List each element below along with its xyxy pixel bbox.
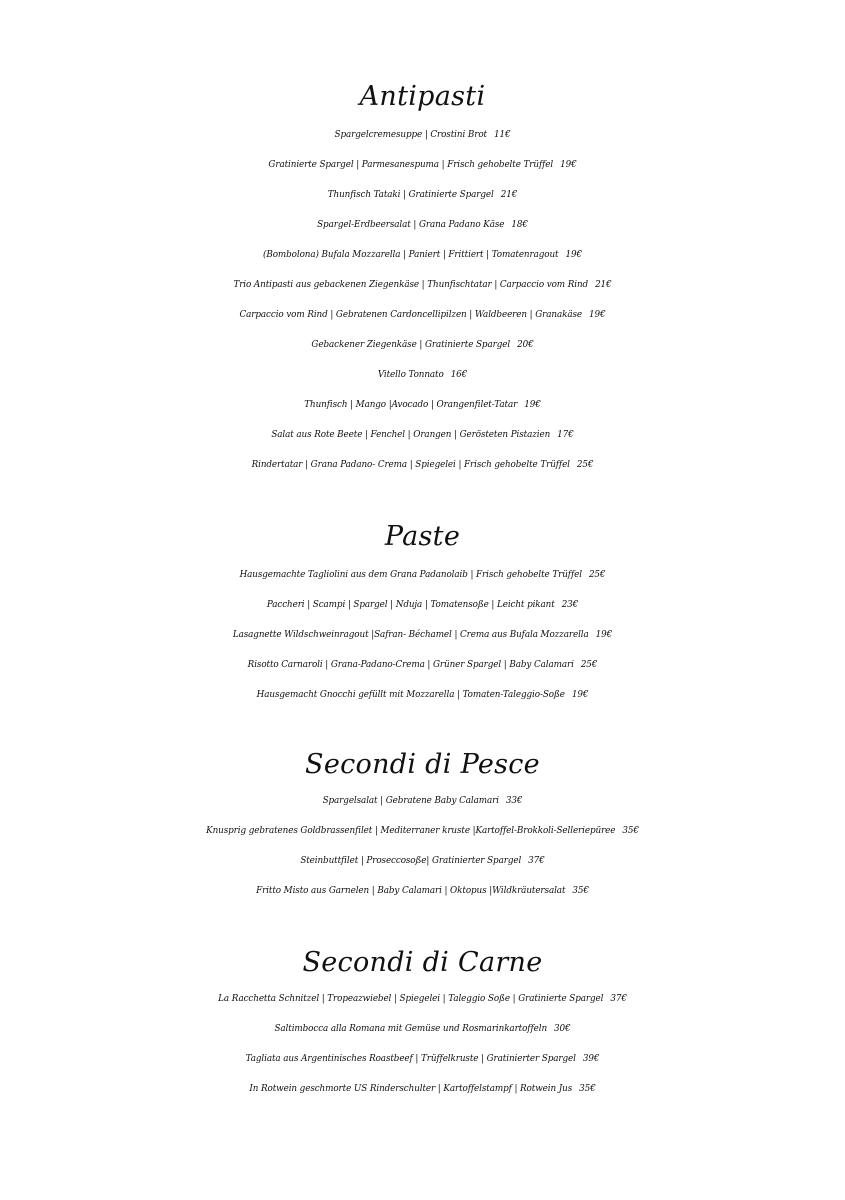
item-name: Vitello Tonnato bbox=[377, 370, 444, 380]
item-price: 37€ bbox=[528, 856, 545, 866]
item-price: 19€ bbox=[560, 160, 577, 170]
item-price: 21€ bbox=[595, 280, 612, 290]
menu-item bbox=[0, 270, 845, 300]
menu-item bbox=[0, 620, 845, 650]
item-name: Steinbuttfilet | Proseccosoße| Gratinierter Spargel bbox=[300, 856, 522, 866]
item-name: La Racchetta Schnitzel | Tropeazwiebel | Spiegelei | Taleggio Soße | Gratinierte Spargel bbox=[218, 994, 604, 1004]
menu-item bbox=[0, 786, 845, 816]
menu-item bbox=[0, 150, 845, 180]
item-price: 23€ bbox=[561, 600, 579, 610]
menu-item bbox=[0, 846, 845, 876]
item-price: 18€ bbox=[511, 220, 528, 230]
item-price: 39€ bbox=[582, 1054, 600, 1064]
menu-item bbox=[0, 360, 845, 390]
item-list bbox=[0, 560, 845, 710]
item-name: Fritto Misto aus Garnelen | Baby Calamari | Oktopus |Wildkräutersalat bbox=[256, 886, 566, 896]
item-price: 19€ bbox=[571, 690, 589, 700]
item-price: 37€ bbox=[610, 994, 627, 1004]
item-price: 19€ bbox=[595, 630, 613, 640]
item-list bbox=[0, 984, 845, 1104]
item-list bbox=[0, 120, 845, 480]
item-name: In Rotwein geschmorte US Rinderschulter | Kartoffelstampf | Rotwein Jus bbox=[249, 1084, 573, 1094]
item-name: Saltimbocca alla Romana mit Gemüse und Rosmarinkartoffeln bbox=[274, 1024, 548, 1034]
item-name: Hausgemachte Tagliolini aus dem Grana Padanolaib | Frisch gehobelte Trüffel bbox=[239, 570, 582, 580]
section-title: Paste bbox=[384, 521, 461, 552]
menu-item bbox=[0, 984, 845, 1014]
menu-item bbox=[0, 450, 845, 480]
item-name: Lasagnette Wildschweinragout |Safran- Béchamel | Crema aus Bufala Mozzarella bbox=[232, 630, 589, 640]
menu-item bbox=[0, 120, 845, 150]
section-title: Secondi di Pesce bbox=[305, 749, 540, 780]
menu-item bbox=[0, 1074, 845, 1104]
item-name: Gratinierte Spargel | Parmesanespuma | Frisch gehobelte Trüffel bbox=[268, 160, 554, 170]
item-price: 19€ bbox=[589, 310, 606, 320]
item-price: 19€ bbox=[565, 250, 582, 260]
item-price: 35€ bbox=[572, 886, 589, 896]
item-price: 35€ bbox=[622, 826, 639, 836]
item-name: Trio Antipasti aus gebackenen Ziegenkäse | Thunfischtatar | Carpaccio vom Rind bbox=[233, 280, 589, 290]
item-name: Paccheri | Scampi | Spargel | Nduja | Tomatensoße | Leicht pikant bbox=[266, 600, 555, 610]
item-price: 11€ bbox=[493, 130, 511, 140]
section-title: Secondi di Carne bbox=[302, 947, 543, 978]
item-name: Spargel-Erdbeersalat | Grana Padano Käse bbox=[317, 220, 505, 230]
section-secondi-di-carne bbox=[0, 946, 845, 1104]
menu-item bbox=[0, 1014, 845, 1044]
menu-item bbox=[0, 816, 845, 846]
section-antipasti bbox=[0, 80, 845, 480]
menu-item bbox=[0, 560, 845, 590]
item-name: Carpaccio vom Rind | Gebratenen Cardoncellipilzen | Waldbeeren | Granakäse bbox=[239, 310, 582, 320]
item-name: Rindertatar | Grana Padano- Crema | Spiegelei | Frisch gehobelte Trüffel bbox=[251, 460, 570, 470]
menu-item bbox=[0, 330, 845, 360]
menu-item bbox=[0, 180, 845, 210]
item-price: 17€ bbox=[557, 430, 574, 440]
item-name: Tagliata aus Argentinisches Roastbeef | Trüffelkruste | Gratinierter Spargel bbox=[245, 1054, 576, 1064]
item-price: 25€ bbox=[588, 570, 606, 580]
item-price: 16€ bbox=[450, 370, 468, 380]
item-price: 25€ bbox=[576, 460, 594, 470]
item-name: Hausgemacht Gnocchi gefüllt mit Mozzarella | Tomaten-Taleggio-Soße bbox=[256, 690, 565, 700]
item-name: Salat aus Rote Beete | Fenchel | Orangen | Gerösteten Pistazien bbox=[271, 430, 551, 440]
item-list bbox=[0, 786, 845, 906]
menu-item bbox=[0, 590, 845, 620]
menu-item bbox=[0, 300, 845, 330]
menu-item bbox=[0, 876, 845, 906]
menu-item bbox=[0, 1044, 845, 1074]
item-price: 21€ bbox=[500, 190, 518, 200]
item-name: (Bombolona) Bufala Mozzarella | Paniert | Frittiert | Tomatenragout bbox=[263, 250, 559, 260]
item-name: Thunfisch | Mango |Avocado | Orangenfilet-Tatar bbox=[304, 400, 518, 410]
section-title: Antipasti bbox=[359, 81, 486, 112]
section-paste bbox=[0, 520, 845, 710]
item-name: Knusprig gebratenes Goldbrassenfilet | Mediterraner kruste |Kartoffel-Brokkoli-Selleriepüree bbox=[206, 826, 616, 836]
section-secondi-di-pesce bbox=[0, 748, 845, 906]
item-price: 20€ bbox=[517, 340, 534, 350]
item-name: Spargelcremesuppe | Crostini Brot bbox=[334, 130, 487, 140]
menu-item bbox=[0, 390, 845, 420]
item-price: 30€ bbox=[554, 1024, 571, 1034]
item-name: Gebackener Ziegenkäse | Gratinierte Spargel bbox=[311, 340, 511, 350]
item-name: Spargelsalat | Gebratene Baby Calamari bbox=[322, 796, 499, 806]
menu-item bbox=[0, 420, 845, 450]
item-name: Risotto Carnaroli | Grana-Padano-Crema | Grüner Spargel | Baby Calamari bbox=[247, 660, 574, 670]
item-price: 35€ bbox=[579, 1084, 596, 1094]
item-price: 19€ bbox=[524, 400, 541, 410]
item-name: Thunfisch Tataki | Gratinierte Spargel bbox=[327, 190, 494, 200]
menu-item bbox=[0, 210, 845, 240]
menu-item bbox=[0, 650, 845, 680]
item-price: 33€ bbox=[505, 796, 523, 806]
menu-item bbox=[0, 680, 845, 710]
item-price: 25€ bbox=[580, 660, 598, 670]
menu-item bbox=[0, 240, 845, 270]
